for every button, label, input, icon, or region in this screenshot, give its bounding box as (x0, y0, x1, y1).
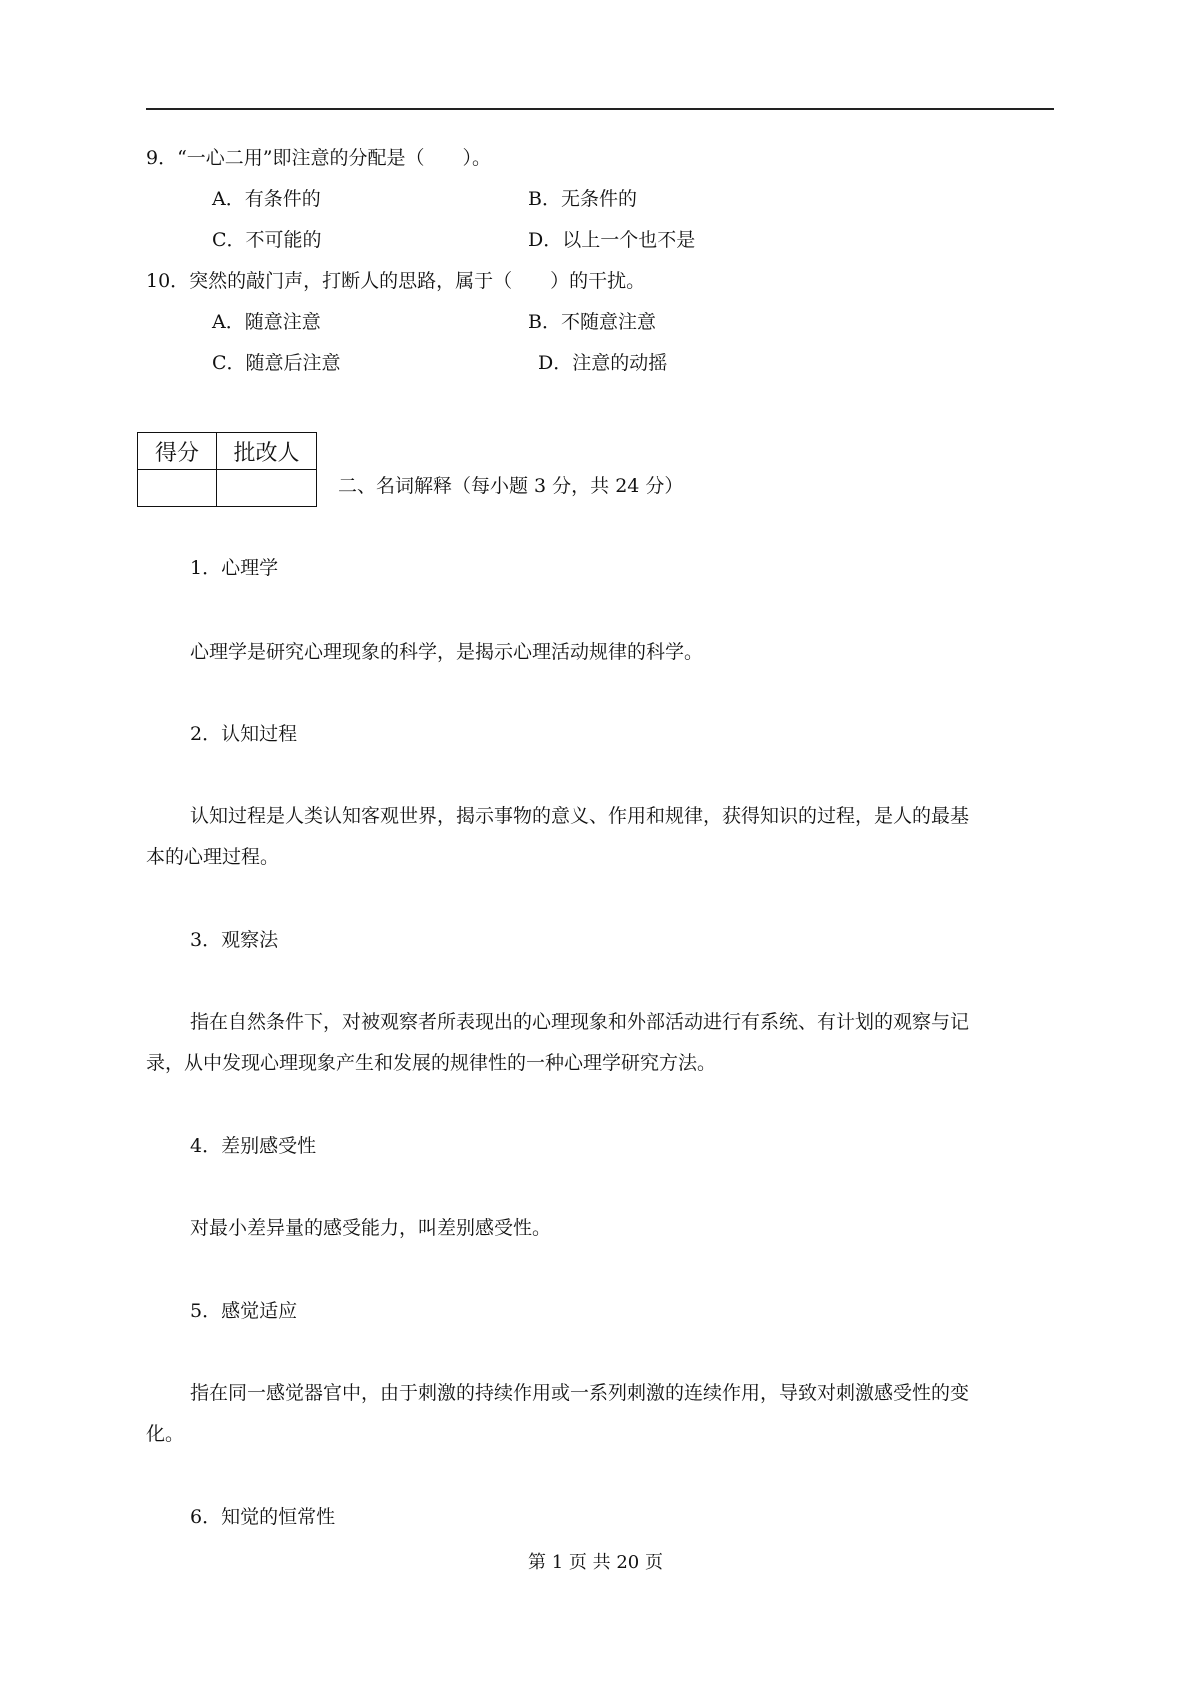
term-3-title: 3．观察法 (190, 929, 279, 951)
page-footer: 第 1 页 共 20 页 (528, 1552, 663, 1573)
term-5-definition-line-1: 指在同一感觉器官中，由于刺激的持续作用或一系列刺激的连续作用，导致对刺激感受性的变 (190, 1382, 970, 1404)
question-10-option-c: C．随意后注意 (212, 352, 341, 374)
score-cell (138, 470, 217, 507)
term-1-definition: 心理学是研究心理现象的科学，是揭示心理活动规律的科学。 (190, 641, 704, 663)
question-9-option-a: A．有条件的 (212, 188, 321, 210)
question-10-option-d: D．注意的动摇 (538, 352, 668, 374)
term-3-definition-line-2: 录，从中发现心理现象产生和发展的规律性的一种心理学研究方法。 (146, 1052, 717, 1074)
question-9-option-b: B．无条件的 (528, 188, 637, 210)
question-10-option-a: A．随意注意 (212, 311, 321, 333)
term-4-title: 4．差别感受性 (190, 1135, 317, 1157)
question-9-option-c: C．不可能的 (212, 229, 322, 251)
score-header: 得分 (138, 433, 217, 470)
term-2-definition-line-1: 认知过程是人类认知客观世界，揭示事物的意义、作用和规律，获得知识的过程，是人的最基 (190, 805, 970, 827)
term-4-definition: 对最小差异量的感受能力，叫差别感受性。 (190, 1217, 552, 1239)
header-rule (146, 108, 1054, 110)
question-10-option-b: B．不随意注意 (528, 311, 656, 333)
term-5-title: 5．感觉适应 (190, 1300, 298, 1322)
grader-cell (217, 470, 317, 507)
score-box (137, 432, 317, 507)
question-10-stem: 10．突然的敲门声，打断人的思路，属于（ ）的干扰。 (146, 270, 646, 292)
term-1-title: 1．心理学 (190, 557, 279, 579)
term-2-definition-line-2: 本的心理过程。 (146, 846, 280, 868)
term-3-definition-line-1: 指在自然条件下，对被观察者所表现出的心理现象和外部活动进行有系统、有计划的观察与记 (190, 1011, 970, 1033)
section-title: 二、名词解释（每小题 3 分，共 24 分） (338, 475, 684, 497)
term-5-definition-line-2: 化。 (146, 1423, 185, 1445)
grader-header: 批改人 (217, 433, 317, 470)
question-9-stem: 9．“一心二用”即注意的分配是（ ）。 (146, 147, 492, 169)
term-2-title: 2．认知过程 (190, 723, 298, 745)
term-6-title: 6．知觉的恒常性 (190, 1506, 336, 1528)
question-9-option-d: D．以上一个也不是 (528, 229, 696, 251)
